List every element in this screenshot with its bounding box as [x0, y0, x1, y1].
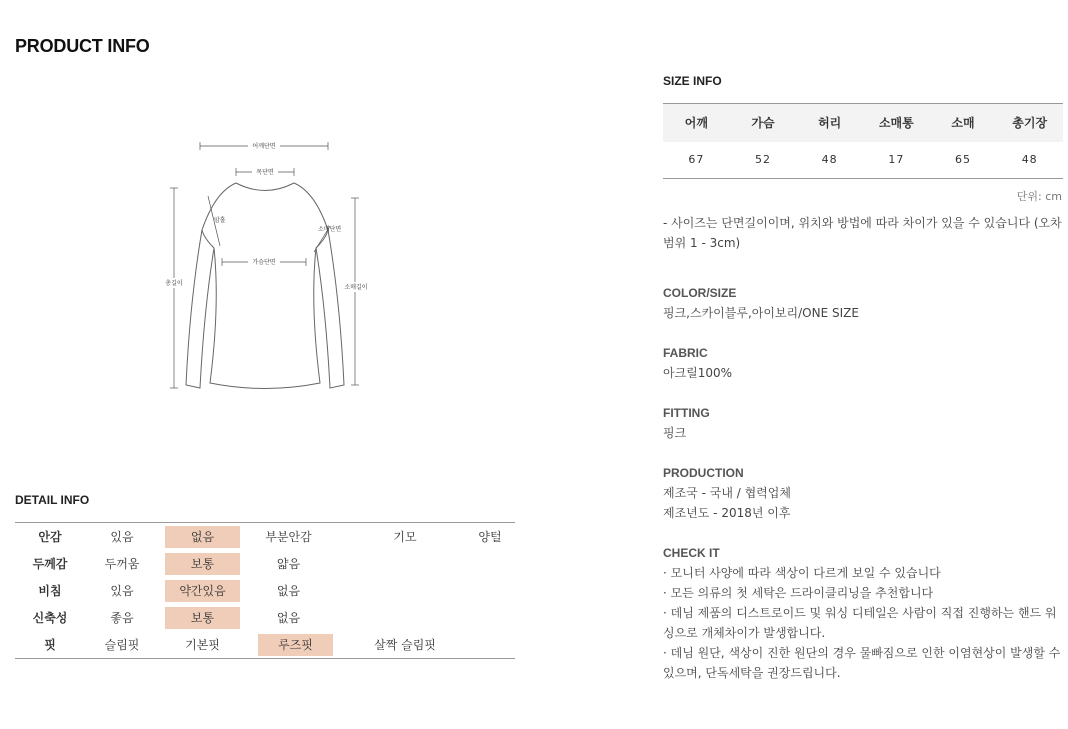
size-table-header: [663, 104, 1063, 142]
detail-row-label: 핏: [44, 638, 56, 652]
armhole-label: 암홀: [214, 217, 226, 224]
detail-option: 부분안감: [265, 530, 312, 544]
size-header-cell: 허리: [818, 116, 842, 130]
size-table-row: [663, 142, 1063, 178]
detail-row-label: 두께감: [32, 557, 68, 571]
detail-option: 기본핏: [185, 638, 220, 652]
shoulder-width-label: 어깨단면: [252, 143, 276, 150]
fitting-value: 핑크: [663, 426, 687, 440]
detail-option-selected: 없음: [165, 526, 240, 548]
detail-option: 없음: [276, 611, 301, 625]
size-value-cell: 48: [821, 153, 838, 166]
size-value-cell: 52: [755, 153, 771, 166]
page-title: PRODUCT INFO: [15, 36, 150, 56]
production-country: 제조국 - 국내 / 협력업체: [663, 486, 791, 500]
detail-option: 두꺼움: [104, 557, 140, 571]
detail-info-title: DETAIL INFO: [15, 493, 90, 507]
production-heading: PRODUCTION: [663, 466, 744, 480]
detail-option: 양털: [478, 530, 502, 544]
chest-width-label: 가슴단면: [252, 259, 276, 266]
detail-option-selected: 루즈핏: [258, 634, 333, 656]
size-header-cell: 총기장: [1012, 116, 1048, 130]
size-value-cell: 67: [688, 153, 705, 166]
size-info-title: SIZE INFO: [663, 74, 722, 88]
detail-row-thickness: [15, 550, 515, 577]
production-year: 제조년도 - 2018년 이후: [663, 506, 791, 520]
check-it-line: · 모든 의류의 첫 세탁은 드라이클리닝을 추천합니다: [663, 586, 934, 600]
detail-row-label: 비침: [38, 584, 62, 598]
detail-option-selected: 보통: [165, 553, 240, 575]
size-note: - 사이즈는 단면길이이며, 위치와 방법에 따라 차이가 있을 수 있습니다 (오차범위 1 - 3cm): [663, 216, 1062, 250]
tshirt-outline-illustration: [150, 130, 390, 400]
size-value-cell: 17: [888, 153, 905, 166]
detail-option: 있음: [110, 584, 134, 598]
detail-row-fit: [15, 631, 515, 658]
size-header-cell: 소매통: [878, 116, 914, 130]
check-it-heading: CHECK IT: [663, 546, 720, 560]
detail-row-lining: [15, 523, 515, 550]
detail-option-selected: 보통: [165, 607, 240, 629]
fabric-heading: FABRIC: [663, 346, 708, 360]
detail-info-table: [15, 522, 515, 659]
color-size-value: 핑크,스카이블루,아이보리/ONE SIZE: [663, 306, 859, 320]
detail-option: 슬림핏: [104, 638, 140, 652]
detail-option: 있음: [110, 530, 134, 544]
check-it-line: · 데님 제품의 디스트로이드 및 워싱 디테일은 사람이 직접 진행하는 핸드 워싱으로 개체차이가 발생합니다.: [663, 606, 1057, 640]
fitting-heading: FITTING: [663, 406, 710, 420]
detail-row-label: 신축성: [32, 611, 68, 625]
size-header-cell: 가슴: [751, 116, 775, 130]
detail-option: 기모: [393, 530, 417, 544]
sleeve-width-label: 소매단면: [318, 226, 342, 233]
garment-measurement-diagram: [150, 130, 390, 400]
check-it-line: · 모니터 사양에 따라 색상이 다르게 보일 수 있습니다: [663, 566, 941, 580]
detail-row-sheerness: [15, 577, 515, 604]
detail-option: 살짝 슬림핏: [374, 638, 436, 652]
check-it-line: · 데님 원단, 색상이 진한 원단의 경우 물빠짐으로 인한 이염현상이 발생할 수 있으며, 단독세탁을 권장드립니다.: [663, 646, 1061, 680]
detail-option-selected: 약간있음: [165, 580, 240, 602]
size-table: [663, 103, 1063, 179]
detail-option: 얇음: [276, 557, 301, 571]
size-header-cell: 소매: [951, 116, 975, 130]
sleeve-length-label: 소매길이: [344, 284, 368, 291]
detail-option: 좋음: [110, 611, 134, 625]
size-value-cell: 48: [1021, 153, 1038, 166]
total-length-label: 총길이: [165, 280, 183, 287]
color-size-heading: COLOR/SIZE: [663, 286, 737, 300]
fabric-value: 아크릴100%: [663, 366, 733, 380]
size-unit-label: 단위: cm: [1016, 190, 1062, 203]
size-value-cell: 65: [955, 153, 972, 166]
detail-row-stretch: [15, 604, 515, 631]
detail-option: 없음: [276, 584, 301, 598]
detail-row-label: 안감: [38, 530, 62, 544]
size-header-cell: 어깨: [684, 116, 708, 130]
neck-width-label: 목단면: [256, 169, 274, 176]
